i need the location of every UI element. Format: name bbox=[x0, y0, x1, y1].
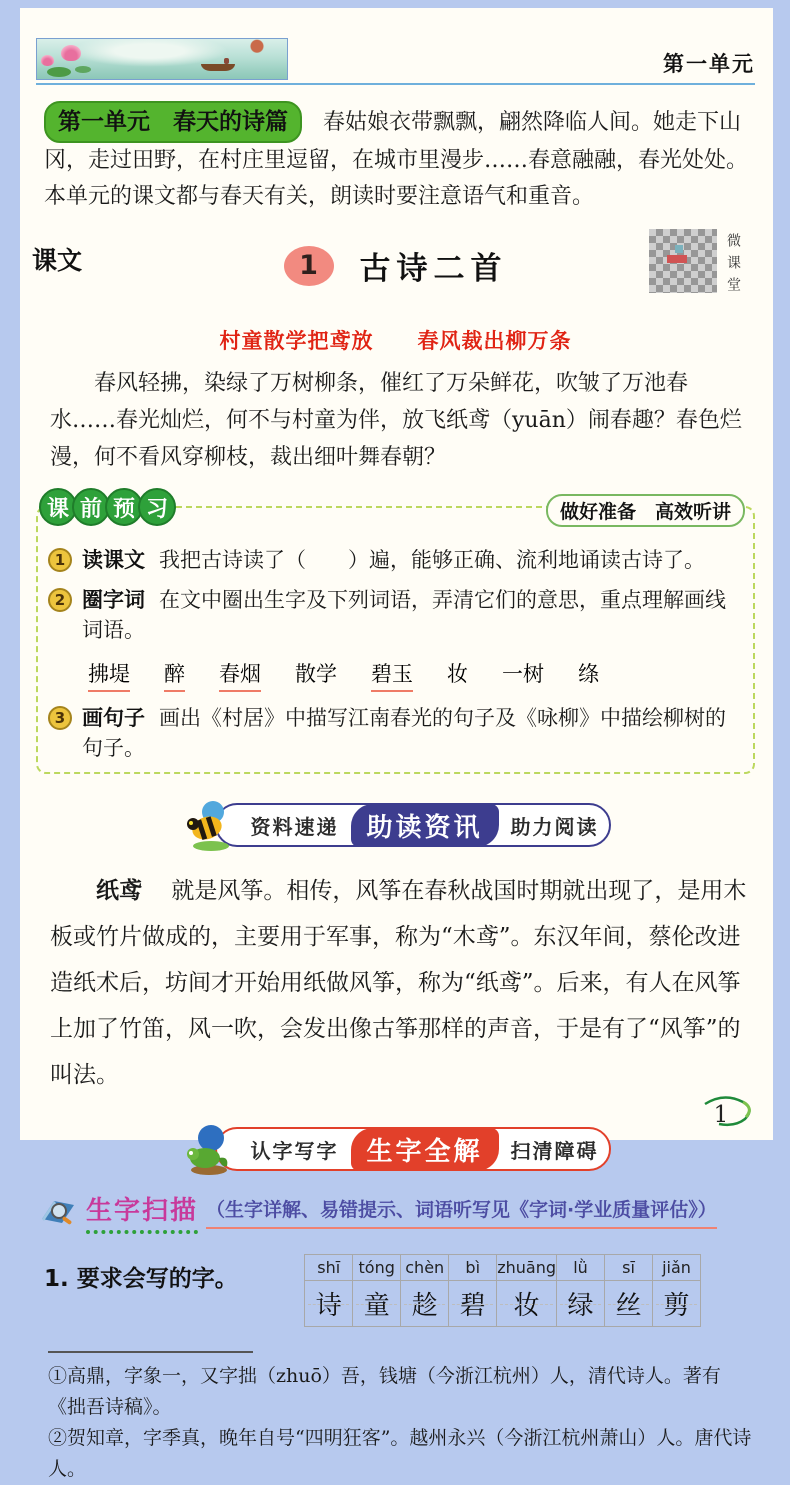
preview-badge-char: 习 bbox=[138, 488, 176, 526]
item-number-badge: 3 bbox=[48, 706, 72, 730]
section-label-kewen: 课文 bbox=[32, 246, 83, 275]
preview-badge-char: 预 bbox=[105, 488, 143, 526]
character-cell: 趁 bbox=[401, 1281, 449, 1327]
boat-icon bbox=[201, 64, 235, 71]
key-word: 碧玉 bbox=[371, 658, 413, 692]
chameleon-icon bbox=[181, 1122, 235, 1176]
info-paragraph bbox=[50, 868, 749, 1098]
qr-block bbox=[649, 229, 743, 299]
write-section-label: 1. 要求会写的字。 bbox=[44, 1266, 238, 1292]
character-cell: 妆 bbox=[497, 1281, 557, 1327]
banner-center-label: 生字全解 bbox=[351, 1128, 499, 1171]
item-text: 在文中圈出生字及下列词语，弄清它们的意思，重点理解画线词语。 bbox=[82, 588, 726, 642]
lesson-couplet: 村童散学把鸢放 春风裁出柳万条 bbox=[219, 329, 572, 353]
scan-title: 生字扫描 bbox=[86, 1190, 198, 1234]
banner-center-label: 助读资讯 bbox=[351, 804, 499, 847]
key-word: 醉 bbox=[164, 658, 185, 692]
pinyin-cell: jiǎn bbox=[653, 1255, 701, 1281]
key-word: 春烟 bbox=[219, 658, 261, 692]
character-cell: 剪 bbox=[653, 1281, 701, 1327]
pinyin-cell: zhuāng bbox=[497, 1255, 557, 1281]
preview-item bbox=[48, 544, 743, 574]
footnote: ②贺知章，字季真，晚年自号“四明狂客”。越州永兴（今浙江杭州萧山）人。唐代诗人。 bbox=[48, 1427, 752, 1480]
info-term: 纸鸢 bbox=[96, 877, 142, 904]
scan-heading-row bbox=[38, 1190, 755, 1234]
pinyin-cell: sī bbox=[605, 1255, 653, 1281]
write-section bbox=[44, 1254, 749, 1327]
unit-intro bbox=[44, 101, 751, 215]
lesson-title-row bbox=[32, 233, 755, 311]
page-header bbox=[36, 38, 755, 80]
unit-intro-text: 春姑娘衣带飘飘，翩然降临人间。她走下山冈，走过田野，在村庄里逗留，在城市里漫步……春意融融，春光处处。本单元的课文都与春天有关，朗读时要注意语气和重音。 bbox=[44, 110, 749, 209]
pinyin-cell: chèn bbox=[401, 1255, 449, 1281]
page-number-value: 1 bbox=[713, 1102, 729, 1128]
item-label: 画句子 bbox=[82, 706, 145, 730]
lesson-intro-paragraph: 春风轻拂，染绿了万树柳条，催红了万朵鲜花，吹皱了万池春水……春光灿烂，何不与村童为伴，放飞纸鸢（yuān）闹春趣？春色烂漫，何不看风穿柳枝，裁出细叶舞春朝？ bbox=[50, 371, 742, 470]
workbook-page bbox=[20, 8, 773, 1480]
lotus-flower-icon bbox=[61, 45, 81, 61]
key-word: 绦 bbox=[578, 662, 599, 686]
preview-badge-char: 课 bbox=[39, 488, 77, 526]
pinyin-cell: shī bbox=[305, 1255, 353, 1281]
bee-icon bbox=[181, 798, 235, 852]
item-label: 读课文 bbox=[82, 548, 145, 572]
pinyin-cell: lǜ bbox=[557, 1255, 605, 1281]
key-word: 拂堤 bbox=[88, 658, 130, 692]
banner-left-label: 资料速递 bbox=[250, 814, 339, 839]
lotus-leaf-icon bbox=[75, 66, 91, 73]
character-cell: 绿 bbox=[557, 1281, 605, 1327]
pinyin-cell: bì bbox=[449, 1255, 497, 1281]
item-label: 圈字词 bbox=[82, 588, 145, 612]
character-cell: 童 bbox=[353, 1281, 401, 1327]
scan-note: （生字详解、易错提示、词语听写见《字词·学业质量评估》） bbox=[206, 1195, 717, 1229]
pinyin-cell: tóng bbox=[353, 1255, 401, 1281]
character-row bbox=[305, 1281, 701, 1327]
character-cell: 碧 bbox=[449, 1281, 497, 1327]
key-word-list bbox=[88, 658, 743, 692]
lotus-flower-icon bbox=[41, 55, 54, 66]
info-section-banner bbox=[181, 800, 611, 850]
character-cell: 丝 bbox=[605, 1281, 653, 1327]
info-text: 就是风筝。相传，风筝在春秋战国时期就出现了，是用木板或竹片做成的，主要用于军事，称为“木鸢”。东汉年间，蔡伦改进造纸术后，坊间才开始用纸做风筝，称为“纸鸢”。后来，有人在风筝上加了竹笛，风一吹，会发出像古筝那样的声音，于是有了“风筝”的叫法。 bbox=[50, 878, 747, 1088]
banner-right-label: 扫清障碍 bbox=[510, 1138, 599, 1163]
item-number-badge: 1 bbox=[48, 548, 72, 572]
landscape-banner-image bbox=[36, 38, 288, 80]
page-number bbox=[691, 1094, 757, 1136]
item-text: 画出《村居》中描写江南春光的句子及《咏柳》中描绘柳树的句子。 bbox=[82, 706, 726, 760]
hanzi-section-banner bbox=[181, 1124, 611, 1174]
scanner-book-icon bbox=[38, 1193, 78, 1231]
key-word: 妆 bbox=[447, 662, 468, 686]
qr-caption: 微课堂 bbox=[725, 233, 741, 299]
preview-badge-char: 前 bbox=[72, 488, 110, 526]
pinyin-character-table bbox=[304, 1254, 701, 1327]
character-cell: 诗 bbox=[305, 1281, 353, 1327]
pinyin-row bbox=[305, 1255, 701, 1281]
item-number-badge: 2 bbox=[48, 588, 72, 612]
banner-right-label: 助力阅读 bbox=[510, 814, 599, 839]
lesson-number-badge: 1 bbox=[284, 246, 334, 286]
lesson-title: 古诗二首 bbox=[359, 251, 508, 287]
unit-title-badge: 第一单元 春天的诗篇 bbox=[44, 101, 302, 143]
preview-badge bbox=[44, 488, 176, 526]
footnote-divider bbox=[48, 1351, 253, 1353]
preview-tip: 做好准备 高效听讲 bbox=[546, 494, 745, 527]
key-word: 一树 bbox=[502, 662, 544, 686]
preview-item bbox=[48, 702, 743, 762]
preview-item bbox=[48, 584, 743, 644]
banner-left-label: 认字写字 bbox=[250, 1138, 339, 1163]
qr-code-image bbox=[649, 229, 717, 293]
header-divider bbox=[36, 83, 755, 85]
item-text: 我把古诗读了（ ）遍，能够正确、流利地诵读古诗了。 bbox=[159, 548, 705, 572]
running-head-unit: 第一单元 bbox=[663, 52, 755, 76]
key-word: 散学 bbox=[295, 662, 337, 686]
lotus-leaf-icon bbox=[47, 67, 71, 77]
preview-box bbox=[36, 496, 755, 774]
footnote: ①高鼎，字象一，又字拙（zhuō）吾，钱塘（今浙江杭州）人，清代诗人。著有《拙吾诗稿》。 bbox=[48, 1365, 721, 1418]
